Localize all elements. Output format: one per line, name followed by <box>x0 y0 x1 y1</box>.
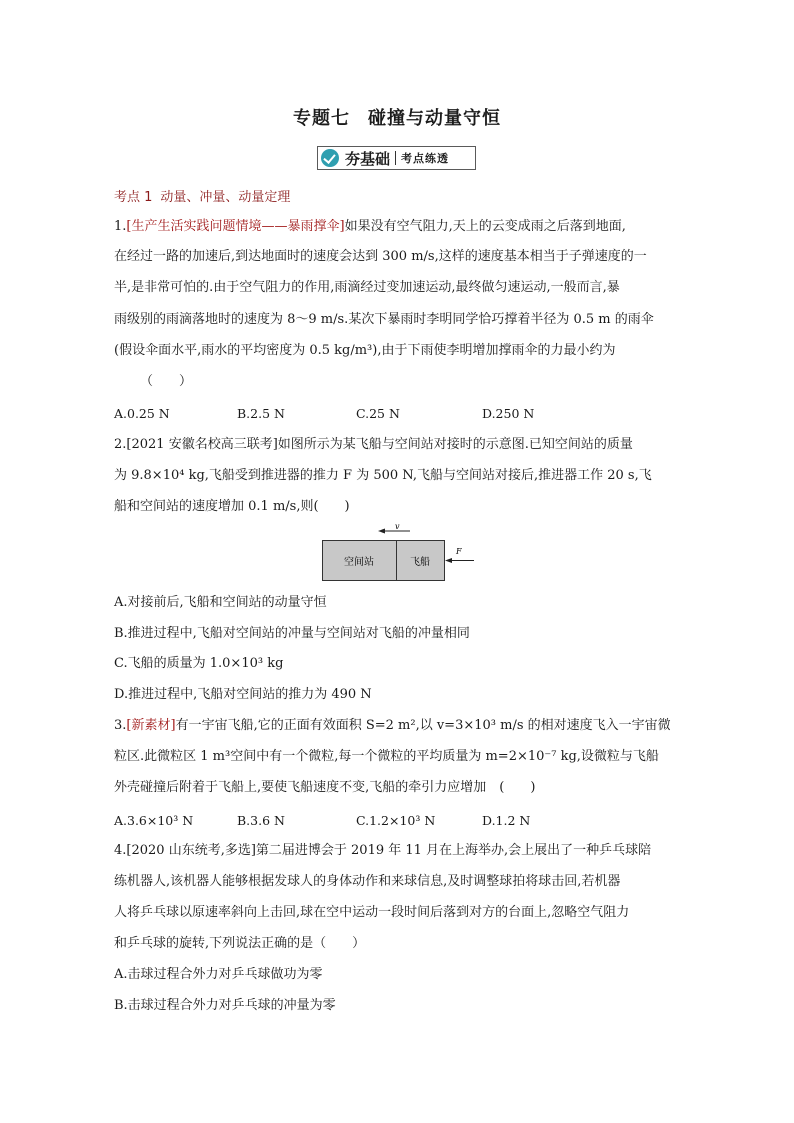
q1-line-2: 在经过一路的加速后,到达地面时的速度会达到 300 m/s,这样的速度基本相当于子弹速度的一 <box>114 249 647 264</box>
q1-option-c: C.25 N <box>356 406 400 421</box>
q2-option-a: A.对接前后,飞船和空间站的动量守恒 <box>114 595 327 610</box>
velocity-label: v <box>395 522 400 531</box>
q3-line-3: 外壳碰撞后附着于飞船上,要使飞船速度不变,飞船的牵引力应增加 ( ) <box>114 780 536 795</box>
q1-option-a: A.0.25 N <box>114 406 170 421</box>
section-heading <box>114 186 290 205</box>
q3-line-2: 粒区.此微粒区 1 m³空间中有一个微粒,每一个微粒的平均质量为 m=2×10⁻⁷ kg,设微粒与飞船 <box>114 749 659 764</box>
q3-line-1 <box>114 719 671 732</box>
q3-option-a: A.3.6×10³ N <box>114 813 194 828</box>
q1-line-3: 半,是非常可怕的.由于空气阻力的作用,雨滴经过变加速运动,最终做匀速运动,一般而言,暴 <box>114 280 620 295</box>
force-label: F <box>456 547 462 556</box>
q1-text-0: 如果没有空气阻力,天上的云变成雨之后落到地面, <box>344 219 626 234</box>
q3-text-0: 有一宇宙飞船,它的正面有效面积 S=2 m²,以 v=3×10³ m/s 的相对速度飞入一宇宙微 <box>175 718 671 733</box>
q4-line-1: 4.[2020 山东统考,多选]第二届进博会于 2019 年 11 月在上海举办,会上展出了一种乒乓球陪 <box>114 843 652 858</box>
q2-line-3: 船和空间站的速度增加 0.1 m/s,则( ) <box>114 499 350 514</box>
space-station-label: 空间站 <box>344 557 374 568</box>
q4-line-3: 人将乒乓球以原速率斜向上击回,球在空中运动一段时间后落到对方的台面上,忽略空气阻力 <box>114 905 630 920</box>
section-text: 动量、冲量、动量定理 <box>160 190 291 205</box>
q3-option-c: C.1.2×10³ N <box>356 813 436 828</box>
q4-option-a: A.击球过程合外力对乒乓球做功为零 <box>114 967 323 982</box>
q2-option-c: C.飞船的质量为 1.0×10³ kg <box>114 656 284 671</box>
section-banner <box>317 146 476 170</box>
q1-tag: [生产生活实践问题情境——暴雨撑伞] <box>126 219 345 234</box>
q1-line-5: (假设伞面水平,雨水的平均密度为 0.5 kg/m³),由于下雨使李明增加撑雨伞的力最小约为 <box>114 343 616 358</box>
q1-line-1 <box>114 220 626 233</box>
q1-option-b: B.2.5 N <box>237 406 285 421</box>
page-title <box>0 104 794 130</box>
q3-option-b: B.3.6 N <box>237 813 285 828</box>
q2-line-2: 为 9.8×10⁴ kg,飞船受到推进器的推力 F 为 500 N,飞船与空间站对接后,推进器工作 20 s,飞 <box>114 468 652 483</box>
q4-option-b: B.击球过程合外力对乒乓球的冲量为零 <box>114 998 336 1013</box>
section-number: 考点 1 <box>114 190 153 205</box>
q3-tag: [新素材] <box>126 718 176 733</box>
checkmark-icon <box>321 149 339 167</box>
q1-line-4: 雨级别的雨滴落地时的速度为 8～9 m/s.某次下暴雨时李明同学恰巧撑着半径为 0.5 m 的雨伞 <box>114 312 654 327</box>
q4-line-4: 和乒乓球的旋转,下列说法正确的是（ ） <box>114 936 366 951</box>
banner-sub: 考点练透 <box>401 152 450 165</box>
q2-option-d: D.推进过程中,飞船对空间站的推力为 490 N <box>114 687 372 702</box>
banner-divider <box>395 151 396 165</box>
q2-line-1: 2.[2021 安徽名校高三联考]如图所示为某飞船与空间站对接时的示意图.已知空间站的质量 <box>114 437 633 452</box>
velocity-arrow-head <box>378 529 385 534</box>
q2-option-b: B.推进过程中,飞船对空间站的冲量与空间站对飞船的冲量相同 <box>114 626 470 641</box>
q4-line-2: 练机器人,该机器人能够根据发球人的身体动作和来球信息,及时调整球拍将球击回,若机器 <box>114 874 621 889</box>
docking-diagram <box>322 522 478 582</box>
q3-option-d: D.1.2 N <box>482 813 531 828</box>
q1-answer-blank: （ ） <box>140 374 193 389</box>
spaceship-label: 飞船 <box>410 557 430 568</box>
q1-number: 1. <box>114 219 127 234</box>
force-arrow-head <box>445 558 452 563</box>
title-part2: 碰撞与动量守恒 <box>368 108 501 129</box>
q3-number: 3. <box>114 718 127 733</box>
title-part1: 专题七 <box>293 108 350 129</box>
banner-main: 夯基础 <box>345 149 391 168</box>
q1-option-d: D.250 N <box>482 406 535 421</box>
